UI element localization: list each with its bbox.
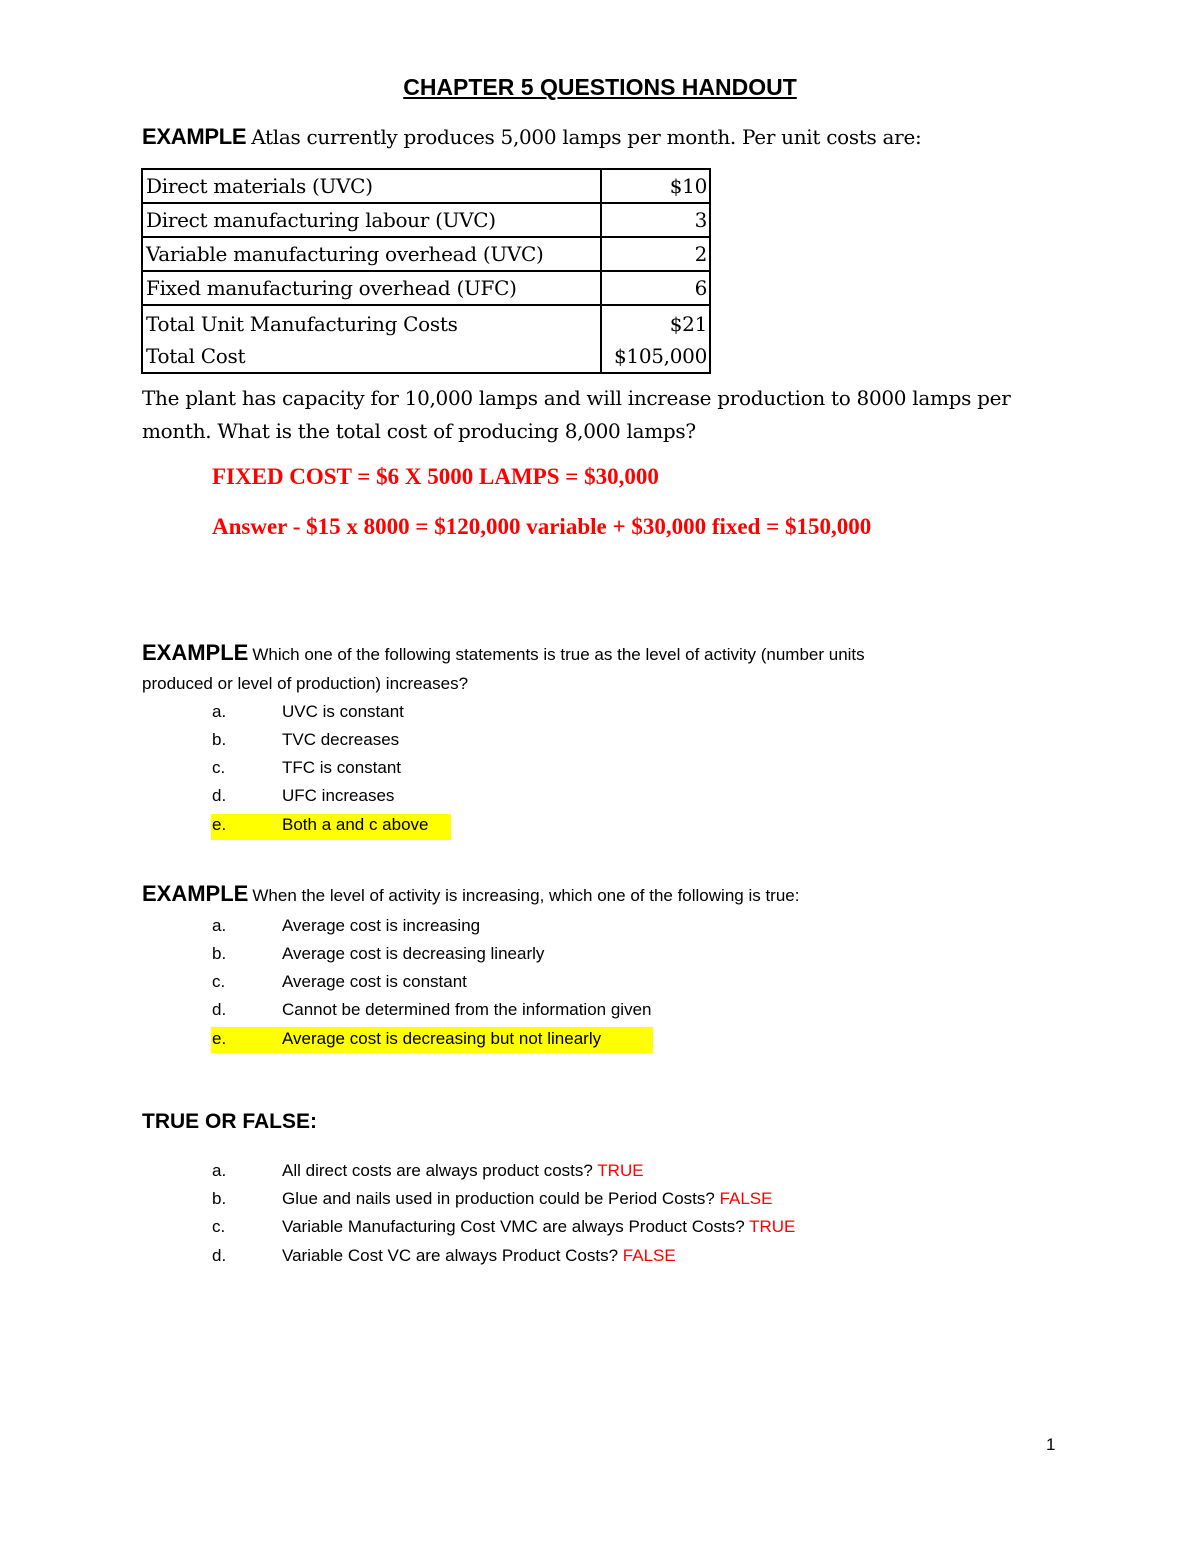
tf-question: Variable Cost VC are always Product Costs? xyxy=(282,1246,619,1265)
tf-question: Glue and nails used in production could be Period Costs? xyxy=(282,1189,715,1208)
option-text: UFC increases xyxy=(282,786,395,805)
tf-item xyxy=(282,1246,676,1266)
option-letter: e. xyxy=(212,1029,227,1048)
table-row xyxy=(142,203,710,237)
cost-value: $10 xyxy=(601,169,710,203)
option-text: TFC is constant xyxy=(282,758,402,777)
cost-label: Fixed manufacturing overhead (UFC) xyxy=(142,271,601,305)
tf-answer: FALSE xyxy=(622,1246,676,1265)
example3-label: EXAMPLE xyxy=(142,881,249,906)
cost-value: 6 xyxy=(601,271,710,305)
example2-question xyxy=(142,640,865,666)
example2-text-line2: produced or level of production) increases? xyxy=(142,674,469,693)
cost-label: Variable manufacturing overhead (UVC) xyxy=(142,237,601,271)
option-text: Average cost is constant xyxy=(282,972,467,991)
tf-answer: TRUE xyxy=(597,1161,644,1180)
option-text: Average cost is increasing xyxy=(282,916,481,935)
total-cost-answer: Answer - $15 x 8000 = $120,000 variable + $30,000 fixed = $150,000 xyxy=(212,514,872,539)
table-row xyxy=(142,169,710,203)
tf-item xyxy=(282,1161,644,1181)
option-letter: d. xyxy=(212,1000,227,1019)
page-title: CHAPTER 5 QUESTIONS HANDOUT xyxy=(403,74,797,100)
tf-letter: a. xyxy=(212,1161,227,1180)
fixed-cost-answer: FIXED COST = $6 X 5000 LAMPS = $30,000 xyxy=(212,464,659,489)
option-text: Average cost is decreasing but not linearly xyxy=(282,1029,602,1048)
option-letter: b. xyxy=(212,730,227,749)
cost-value: 2 xyxy=(601,237,710,271)
total-unit-label: Total Unit Manufacturing Costs xyxy=(146,312,458,336)
tf-letter: c. xyxy=(212,1217,226,1236)
totals-row xyxy=(142,305,710,373)
example1-question: The plant has capacity for 10,000 lamps and will increase production to 8000 lamps per month. What is the total cost of producing 8,000 lamps? xyxy=(142,386,1011,443)
option-letter: a. xyxy=(212,916,227,935)
option-letter: c. xyxy=(212,972,226,991)
tf-question: Variable Manufacturing Cost VMC are always Product Costs? xyxy=(282,1217,745,1236)
tf-item xyxy=(282,1217,795,1237)
example1-label: EXAMPLE xyxy=(142,124,247,149)
unit-cost-table xyxy=(141,168,711,374)
total-unit-value: $21 xyxy=(669,312,707,336)
cost-label: Direct manufacturing labour (UVC) xyxy=(142,203,601,237)
example2-text-line1: Which one of the following statements is true as the level of activity (number units xyxy=(252,645,865,664)
option-text: Both a and c above xyxy=(282,815,429,834)
tf-answer: FALSE xyxy=(719,1189,773,1208)
option-letter: e. xyxy=(212,815,227,834)
table-row xyxy=(142,237,710,271)
option-letter: b. xyxy=(212,944,227,963)
tf-letter: b. xyxy=(212,1189,227,1208)
option-letter: c. xyxy=(212,758,226,777)
option-letter: a. xyxy=(212,702,227,721)
option-text: TVC decreases xyxy=(282,730,400,749)
table-row xyxy=(142,271,710,305)
example3-question xyxy=(142,881,799,907)
cost-label: Direct materials (UVC) xyxy=(142,169,601,203)
total-cost-label: Total Cost xyxy=(146,344,246,368)
tf-letter: d. xyxy=(212,1246,227,1265)
option-letter: d. xyxy=(212,786,227,805)
tf-item xyxy=(282,1189,772,1209)
example1-text: Atlas currently produces 5,000 lamps per month. Per unit costs are: xyxy=(251,125,922,149)
page-number: 1 xyxy=(1046,1435,1056,1454)
option-text: Cannot be determined from the information given xyxy=(282,1000,652,1019)
totals-values xyxy=(601,305,710,373)
option-text: Average cost is decreasing linearly xyxy=(282,944,545,963)
tf-answer: TRUE xyxy=(749,1217,796,1236)
cost-value: 3 xyxy=(601,203,710,237)
option-text: UVC is constant xyxy=(282,702,404,721)
total-cost-value: $105,000 xyxy=(613,344,707,368)
totals-labels xyxy=(142,305,601,373)
example2-label: EXAMPLE xyxy=(142,640,249,665)
example1-intro xyxy=(142,124,921,150)
tf-question: All direct costs are always product costs? xyxy=(282,1161,593,1180)
example3-text: When the level of activity is increasing, which one of the following is true: xyxy=(252,886,800,905)
true-false-heading: TRUE OR FALSE: xyxy=(142,1110,318,1133)
